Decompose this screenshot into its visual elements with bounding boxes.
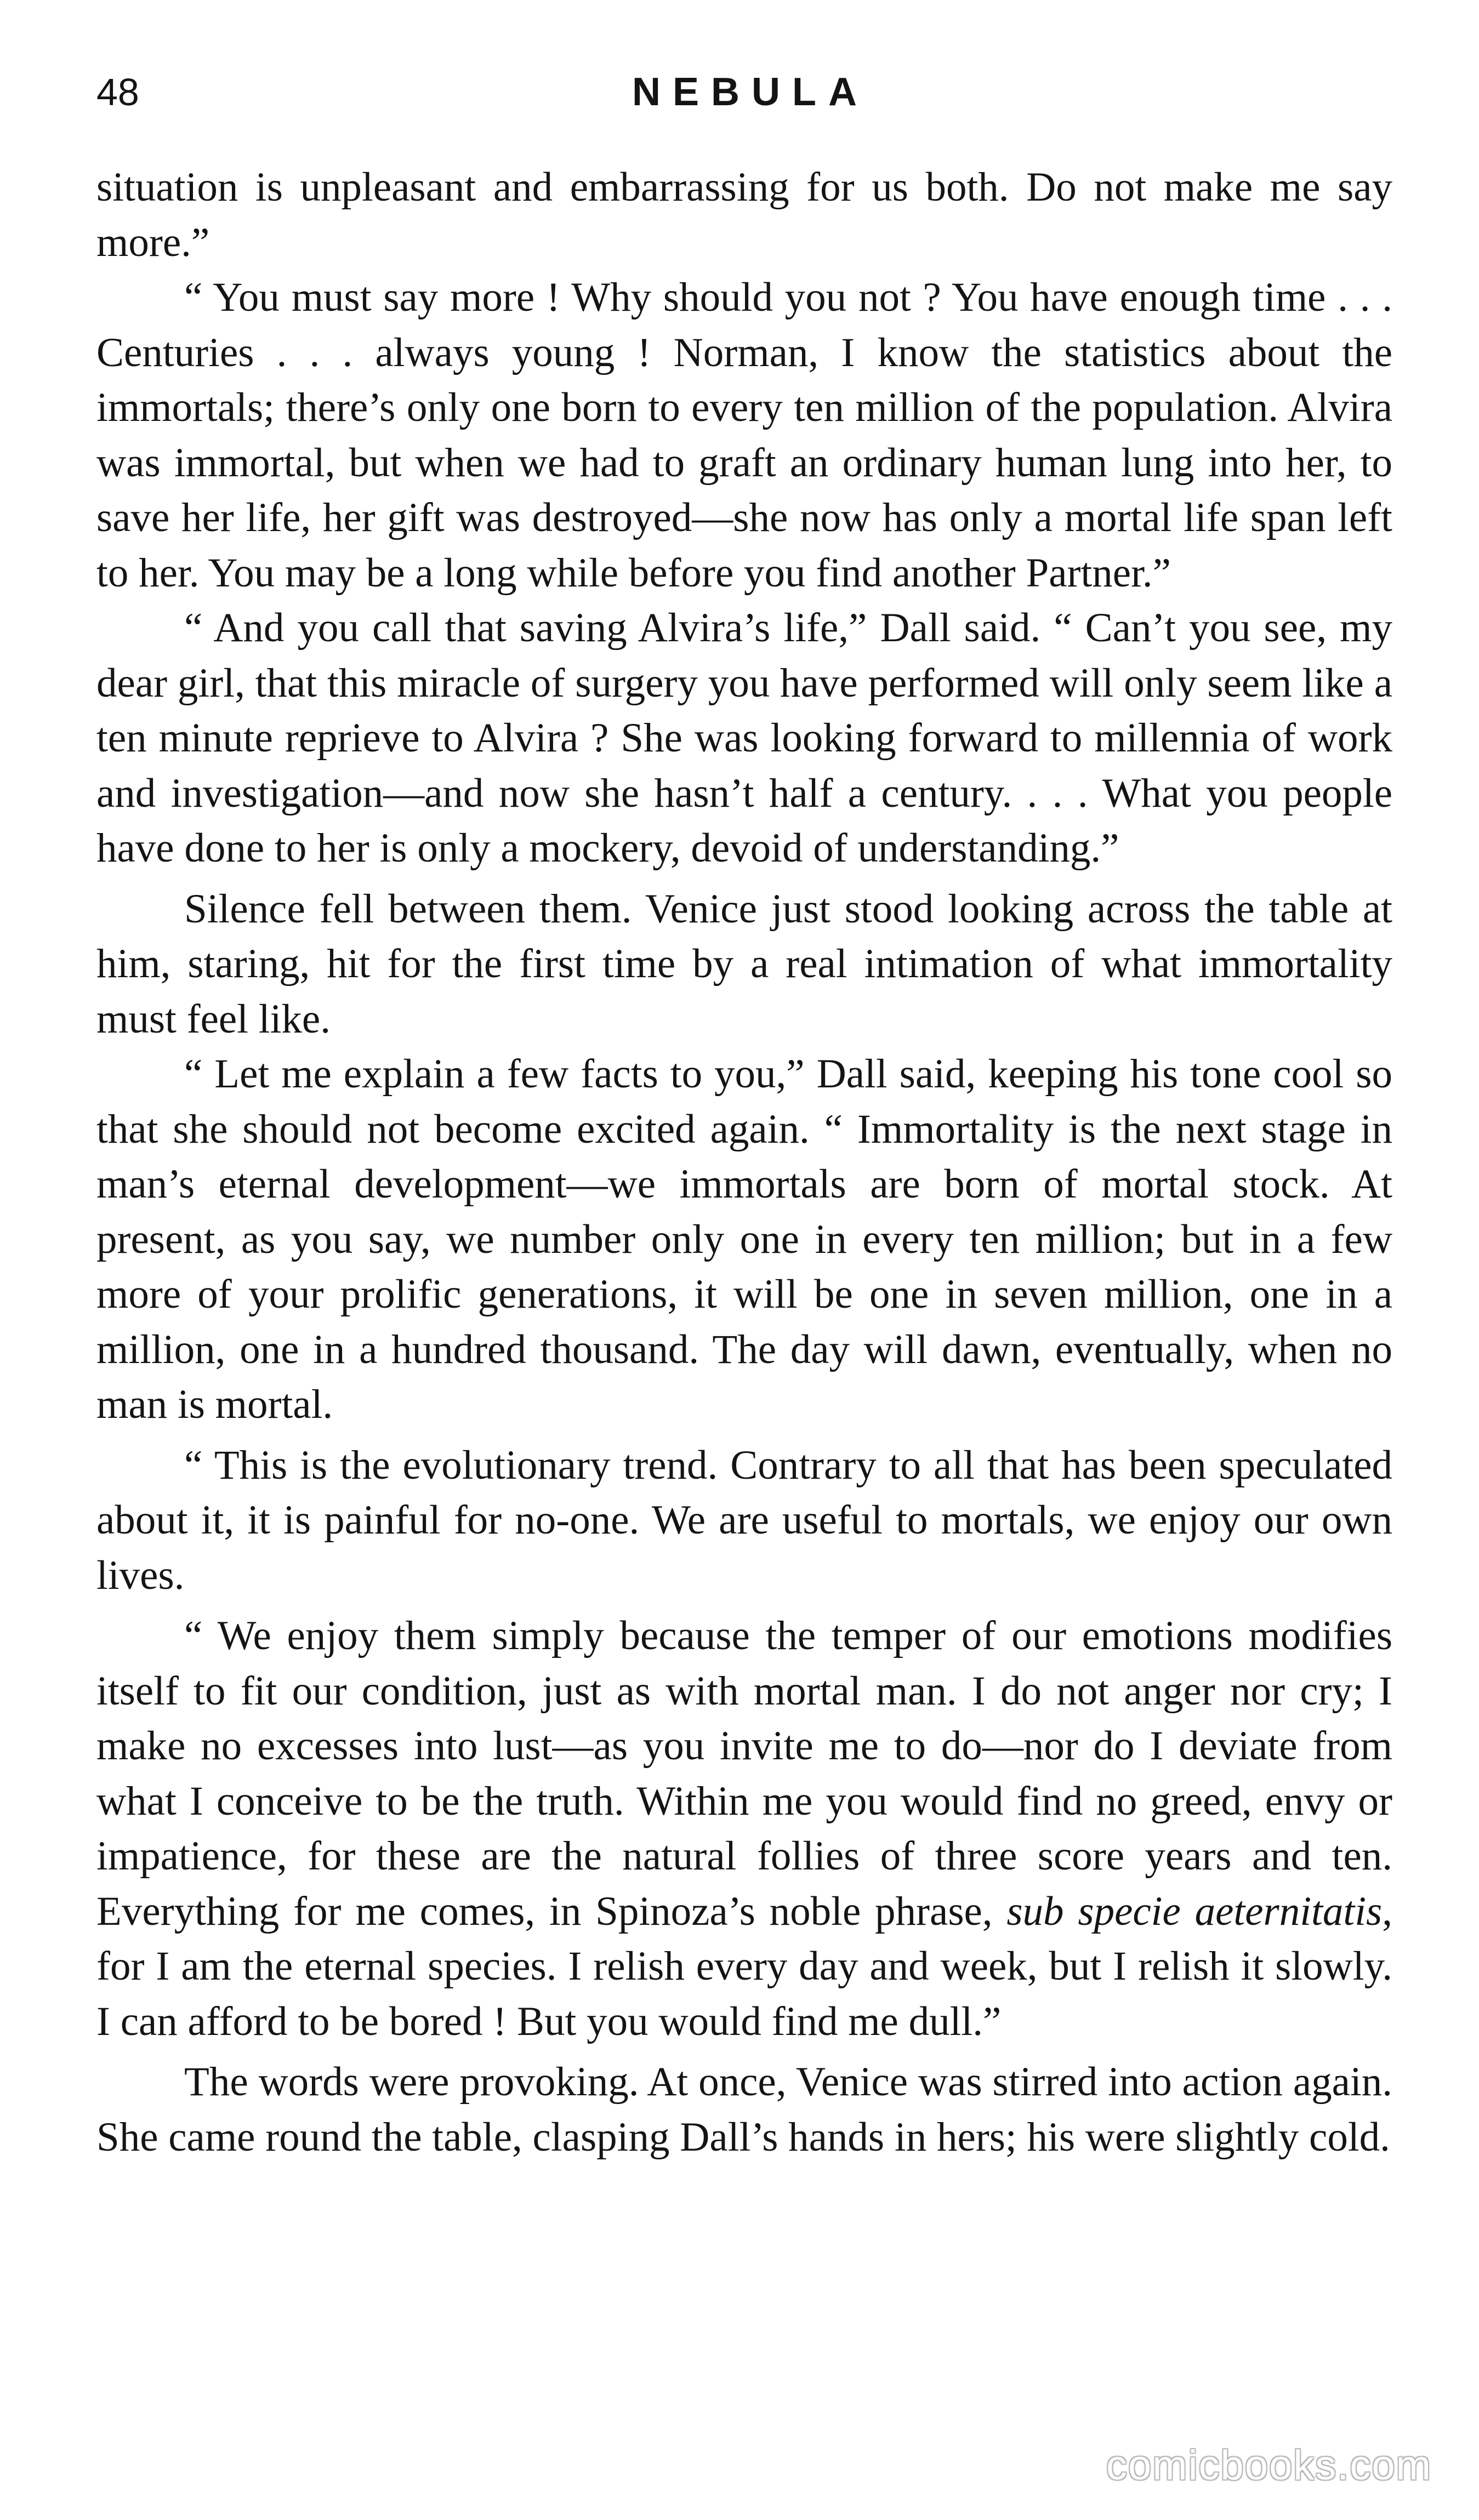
paragraph: “ Let me explain a few facts to you,” Dall said, keeping his tone cool so that she should not become excited again. “ Immortality is the next stage in man’s eternal development—we immortals are born of mortal stock. At present, as you say, we number only one in every ten million; but in a few more of your prolific generations, it will be one in seven million, one in a million, one in a hundred thousand. The day will dawn, eventually, when no man is mortal.: [96, 1051, 1392, 1427]
watermark: comicbooks.com: [1106, 2442, 1432, 2489]
paragraph: The words were provoking. At once, Venice was stirred into action again. She came round the table, clasping Dall’s hands in hers; his were slightly cold.: [96, 2059, 1392, 2160]
paragraph: “ And you call that saving Alvira’s life,” Dall said. “ Can’t you see, my dear girl, that this miracle of surgery you have performed will only seem like a ten minute reprieve to Alvira ? She was looking forward to millennia of work and investigation—and now she hasn’t half a century. . . . What you people have done to her is only a mockery, devoid of understanding.”: [96, 605, 1392, 871]
paragraph: Silence fell between them. Venice just stood looking across the table at him, staring, hit for the first time by a real intimation of what immortality must feel like.: [96, 886, 1392, 1042]
latin-phrase: sub specie aeternitatis: [1006, 1888, 1383, 1934]
paragraph-text: , for I am the eternal species. I relish every day and week, but I relish it slowly. I can afford to be bored ! But you would find me dull.”: [96, 1888, 1392, 2044]
paragraph-text: “ We enjoy them simply because the temper of our emotions modifies itself to fit our condition, just as with mortal man. I do not anger nor cry; I make no excesses into lust—as you invite me to do—nor do I deviate from what I conceive to be the truth. Within me you would find no greed, envy or impatience, for these are the natural follies of three score years and ten. Everything for me comes, in Spinoza’s noble phrase,: [96, 1613, 1392, 1934]
paragraph: [96, 1609, 1392, 2049]
paragraph: situation is unpleasant and embarrassing for us both. Do not make me say more.”: [96, 164, 1392, 265]
body-text: [96, 160, 1392, 2165]
page-header: [96, 65, 1392, 119]
paragraph: “ This is the evolutionary trend. Contrary to all that has been speculated about it, it is painful for no-one. We are useful to mortals, we enjoy our own lives.: [96, 1442, 1392, 1598]
running-title: NEBULA: [632, 70, 869, 114]
paragraph: “ You must say more ! Why should you not ? You have enough time . . . Centuries . . . always young ! Norman, I know the statistics about the immortals; there’s only one born to every ten million of the population. Alvira was immortal, but when we had to graft an ordinary human lung into her, to save her life, her gift was destroyed—she now has only a mortal life span left to her. You may be a long while before you find another Partner.”: [96, 275, 1392, 596]
page-number: 48: [96, 71, 139, 113]
